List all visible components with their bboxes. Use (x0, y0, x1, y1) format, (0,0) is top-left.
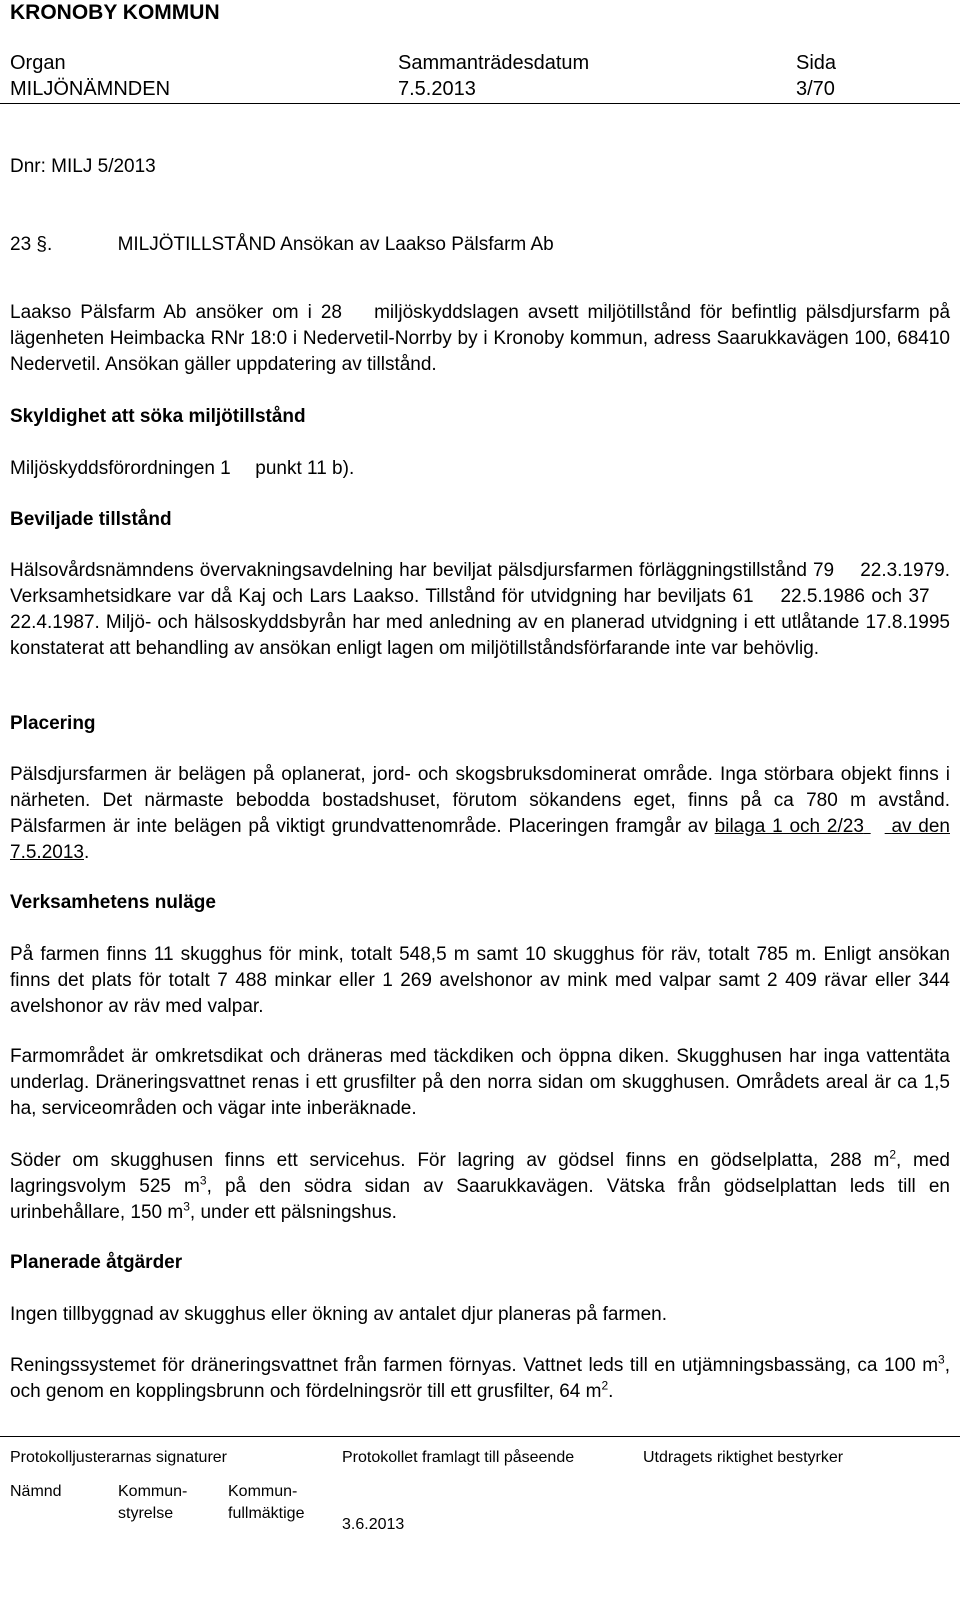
signatures-label: Protokolljusterarnas signaturer (10, 1449, 227, 1466)
obligation-text: Miljöskyddsförordningen 1 punkt 11 b). (10, 458, 355, 479)
permits-paragraph: Hälsovårdsnämndens övervakningsavdelning har beviljat pälsdjursfarmen förläggningstillstånd 79 22.3.1979. Verksamhetsidkare var då Kaj och Lars Laakso. Tillstånd för utvidgning har beviljats 61 22.5.1986 och 37 22.4.1987. Miljö- och hälsoskyddsbyrån har med anledning av en planerad utvidgning i ett utlåtande 17.8.1995 konstaterat att behandling av ansökan enligt lagen om miljötillståndsförfarande inte var behövlig. (10, 560, 951, 659)
signature-fullmaktige-label-1: Kommun- (228, 1483, 298, 1500)
diary-number: Dnr: MILJ 5/2013 (10, 156, 156, 177)
section-symbol: §. (36, 234, 53, 255)
certified-label: Utdragets riktighet bestyrker (643, 1449, 844, 1466)
current-state-paragraph-3: Söder om skugghusen finns ett servicehus. För lagring av gödsel finns en gödselplatta, 288 $m^2$, med lagringsvolym 525 $m^3$, på den södra sidan av Saarukkavägen. Vätska från gödselplattan leds till en urinbehållare, 150 $m^3$, under ett pälsningshus. (10, 1147, 950, 1223)
placement-paragraph: Pälsdjursfarmen är belägen på oplanerat, jord- och skogsbruksdominerat område. Inga störbara objekt finns i närheten. Det närmaste bebodda bostadshuset, förutom sökandens eget, finns på ca 780 m avstånd. Pälsfarmen är inte belägen på viktigt grundvattenområde. Placeringen framgår av bilaga 1 och 2/23 av den 7.5.2013. (10, 764, 950, 863)
current-state-paragraph-2: Farmområdet är omkretsdikat och dräneras med täckdiken och öppna diken. Skugghusen har inga vattentäta underlag. Dräneringsvattnet renas i ett grusfilter på den norra sidan om skugghusen. Områdets areal är ca 1,5 ha, serviceområden och vägar inte inberäknade. (10, 1046, 950, 1119)
planned-heading: Planerade åtgärder (10, 1252, 183, 1273)
signature-fullmaktige-label-2: fullmäktige (228, 1505, 305, 1522)
page-number: 3/70 (796, 78, 835, 100)
intro-paragraph: Laakso Pälsfarm Ab ansöker om i 28 miljöskyddslagen avsett miljötillstånd för befintlig pälsdjursfarm på lägenheten Heimbacka RNr 18:0 i Nedervetil-Norrby by i Kronoby kommun, adress Saarukkavägen 100, 68410 Nedervetil. Ansökan gäller uppdatering av tillstånd. (10, 302, 951, 375)
placement-heading: Placering (10, 713, 96, 734)
header-divider (0, 103, 960, 104)
organ-label: Organ (10, 52, 66, 74)
planned-paragraph-1: Ingen tillbyggnad av skugghus eller ökning av antalet djur planeras på farmen. (10, 1304, 667, 1325)
display-date: 3.6.2013 (342, 1516, 405, 1533)
current-state-paragraph-1: På farmen finns 11 skugghus för mink, totalt 548,5 m samt 10 skugghus för räv, totalt 785 m. Enligt ansökan finns det plats för totalt 7 488 minkar eller 1 269 avelshonor av mink med valpar samt 2 409 rävar eller 344 avelshonor av räv med valpar. (10, 944, 950, 1017)
planned-paragraph-2: Reningssystemet för dräneringsvattnet från farmen förnyas. Vattnet leds till en utjämningsbassäng, ca 100 $m^3$, och genom en kopplingsbrunn och fördelningsrör till ett grusfilter, 64 $m^2$. (10, 1352, 950, 1402)
page-label: Sida (796, 52, 837, 74)
signature-namnd-label: Nämnd (10, 1483, 62, 1500)
organ-value: MILJÖNÄMNDEN (10, 78, 171, 100)
meeting-date-label: Sammanträdesdatum (398, 52, 590, 74)
signature-styrelse-label-1: Kommun- (118, 1483, 188, 1500)
displayed-label: Protokollet framlagt till påseende (342, 1449, 575, 1466)
item-title: MILJÖTILLSTÅND Ansökan av Laakso Pälsfarm Ab (117, 234, 554, 255)
signature-styrelse-label-2: styrelse (118, 1505, 174, 1522)
attachment-reference: bilaga 1 och 2/23 av den 7.5.2013 (10, 816, 950, 863)
municipality-name: KRONOBY KOMMUN (10, 1, 220, 24)
current-state-heading: Verksamhetens nuläge (10, 892, 216, 913)
item-number: 23 (10, 234, 32, 255)
footer-divider (0, 1436, 960, 1437)
item-title-line (10, 232, 950, 258)
meeting-date-value: 7.5.2013 (398, 78, 476, 100)
obligation-heading: Skyldighet att söka miljötillstånd (10, 406, 306, 427)
permits-heading: Beviljade tillstånd (10, 509, 172, 530)
